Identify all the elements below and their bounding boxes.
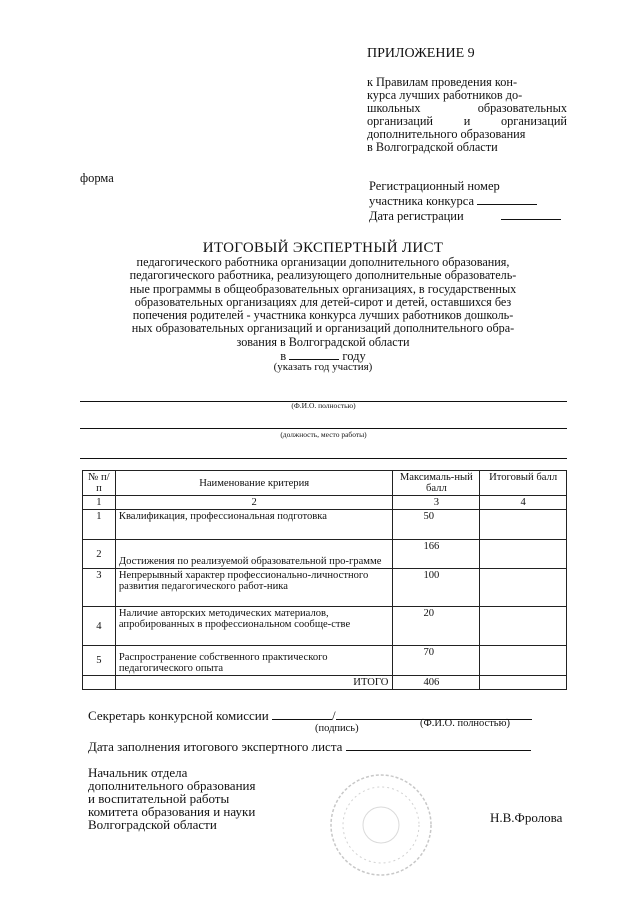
row-result[interactable] (480, 510, 567, 540)
appendix-line: дополнительного образования (367, 127, 526, 141)
table-colnum-row (83, 496, 567, 510)
head-line: и воспитательной работы (88, 791, 230, 806)
table-row (83, 510, 567, 540)
registration-date-label: Дата регистрации (369, 209, 464, 223)
row-num: 2 (83, 540, 116, 569)
table-row (83, 569, 567, 607)
head-position (88, 766, 255, 831)
head-line: Волгоградской области (88, 817, 217, 832)
table-row (83, 646, 567, 676)
appendix-title: ПРИЛОЖЕНИЕ 9 (367, 46, 475, 61)
fill-date-line (88, 738, 531, 755)
row-num: 4 (83, 607, 116, 646)
table-row (83, 607, 567, 646)
head-name: Н.В.Фролова (490, 810, 563, 825)
appendix-line: организаций и организаций (367, 114, 567, 128)
year-suffix: году (342, 349, 366, 363)
appendix-line: к Правилам проведения кон- (367, 75, 518, 89)
head-line: Начальник отдела (88, 765, 188, 780)
table-header-row (83, 471, 567, 496)
fio-hint: (Ф.И.О. полностью) (291, 401, 356, 410)
colnum-cell: 4 (480, 496, 567, 510)
header-num: № п/п (83, 471, 116, 496)
year-hint: (указать год участия) (273, 361, 373, 373)
row-max: 70 (393, 646, 480, 676)
colnum-cell: 3 (393, 496, 480, 510)
table-row (83, 540, 567, 569)
subtitle-line: зования в Волгоградской области (236, 334, 410, 349)
appendix-line: в Волгоградской области (367, 140, 498, 154)
official-stamp (326, 770, 436, 880)
row-result[interactable] (480, 569, 567, 607)
colnum-cell: 1 (83, 496, 116, 510)
position-field[interactable] (80, 428, 567, 429)
form-label: форма (80, 171, 114, 185)
head-line: комитета образования и науки (88, 804, 256, 819)
secretary-slash: / (331, 708, 336, 723)
row-result[interactable] (480, 607, 567, 646)
row-result[interactable] (480, 646, 567, 676)
row-num: 1 (83, 510, 116, 540)
year-prefix: в (280, 349, 287, 363)
row-num: 3 (83, 569, 116, 607)
appendix-line: курса лучших работников до- (367, 88, 523, 102)
sheet-subtitle (80, 256, 566, 349)
row-criterion: Наличие авторских методических материалов, апробированных в профессиональном сообще-стве (115, 607, 393, 646)
row-max: 100 (393, 569, 480, 607)
registration-number-label: Регистрационный номер (369, 179, 500, 193)
head-line: дополнительного образования (88, 778, 256, 793)
total-result[interactable] (480, 676, 567, 690)
secretary-fio-hint: (Ф.И.О. полностью) (420, 718, 510, 729)
position-hint: (должность, место работы) (280, 430, 367, 439)
table-total-row (83, 676, 567, 690)
row-result[interactable] (480, 540, 567, 569)
total-value: 406 (393, 676, 480, 690)
row-criterion: Распространение собственного практического педагогического опыта (115, 646, 393, 676)
criteria-table (82, 470, 567, 690)
colnum-cell: 2 (115, 496, 393, 510)
subtitle-line: педагогического работника организации дополнительного образования, (136, 255, 510, 269)
subtitle-line: ные программы в общеобразовательных организациях, в государственных (129, 281, 517, 296)
sheet-title: ИТОГОВЫЙ ЭКСПЕРТНЫЙ ЛИСТ (202, 240, 444, 256)
row-max: 20 (393, 607, 480, 646)
secretary-label: Секретарь конкурсной комиссии (88, 708, 269, 723)
total-label: ИТОГО (115, 676, 393, 690)
registration-block (369, 179, 561, 223)
fill-date-field[interactable] (346, 738, 531, 751)
registration-participant-label: участника конкурса (369, 194, 475, 208)
secretary-signature-field[interactable] (272, 707, 332, 720)
row-max: 50 (393, 510, 480, 540)
year-field[interactable] (289, 349, 339, 360)
signature-hint: (подпись) (315, 723, 359, 734)
row-criterion: Непрерывный характер профессионально-личностного развития педагогического работ-ника (115, 569, 393, 607)
extra-field[interactable] (80, 458, 567, 459)
header-name: Наименование критерия (115, 471, 393, 496)
row-criterion: Достижения по реализуемой образовательной про-грамме (115, 540, 393, 569)
subtitle-line: ных образовательных организаций и организаций дополнительного обра- (131, 321, 515, 336)
registration-date-field[interactable] (501, 208, 561, 220)
fill-date-label: Дата заполнения итогового экспертного листа (88, 739, 343, 754)
subtitle-line: педагогического работника, реализующего дополнительные образователь- (129, 268, 517, 283)
appendix-text (367, 76, 567, 154)
row-criterion: Квалификация, профессиональная подготовка (115, 510, 393, 540)
total-empty-cell (83, 676, 116, 690)
subtitle-line: попечения родителей - участника конкурса лучших работников дошколь- (132, 308, 514, 323)
row-num: 5 (83, 646, 116, 676)
header-max: Максималь-ный балл (393, 471, 480, 496)
row-max: 166 (393, 540, 480, 569)
appendix-line: школьных образовательных (367, 101, 567, 115)
header-result: Итоговый балл (480, 471, 567, 496)
subtitle-line: образовательных организациях для детей-сирот и детей, оставшихся без (134, 294, 512, 309)
registration-number-field[interactable] (477, 193, 537, 205)
